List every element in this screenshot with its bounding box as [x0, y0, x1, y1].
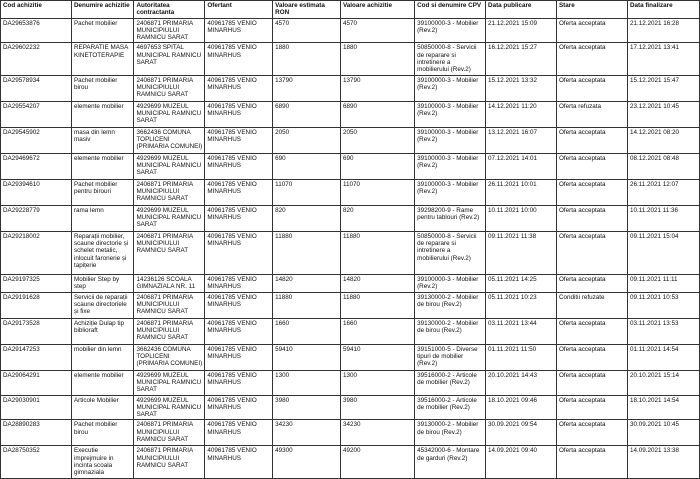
table-cell: DA29602232 [1, 43, 72, 75]
table-cell: 1880 [273, 43, 341, 75]
table-cell: Servicii de reparații scaune directoriele și fixe [71, 292, 133, 318]
table-cell: 14.09.2021 13:38 [627, 446, 699, 478]
table-cell: 34230 [273, 420, 341, 446]
table-cell: Oferta acceptata [556, 318, 627, 344]
table-row [1, 274, 700, 292]
table-body [1, 18, 700, 478]
table-cell: 05.11.2021 10:23 [486, 292, 557, 318]
table-cell: DA29578934 [1, 75, 72, 101]
table-cell: 11880 [273, 292, 341, 318]
table-cell: 03.11.2021 13:53 [627, 318, 699, 344]
table-cell: 40961785 VENIO MINARHUS [205, 420, 273, 446]
table-cell: 45342000-6 - Montare de garduri (Rev.2) [415, 446, 486, 478]
table-cell: DA29545902 [1, 127, 72, 153]
table-cell: Oferta acceptata [556, 395, 627, 420]
table-cell: 40961785 VENIO MINARHUS [205, 231, 273, 274]
table-cell: 1660 [273, 318, 341, 344]
table-row [1, 420, 700, 446]
table-cell: 4929699 MUZEUL MUNICIPAL RAMNICU SARAT [134, 205, 205, 231]
table-cell: 21.12.2021 16:28 [627, 18, 699, 43]
table-cell: 49200 [340, 446, 414, 478]
table-cell: 26.11.2021 10:01 [486, 179, 557, 205]
table-cell: 14.12.2021 08:20 [627, 127, 699, 153]
table-cell: Oferta acceptata [556, 370, 627, 395]
table-cell: 11070 [273, 179, 341, 205]
table-cell: 40961785 VENIO MINARHUS [205, 274, 273, 292]
table-cell: DA29218002 [1, 231, 72, 274]
table-cell: 39100000-3 - Mobilier (Rev.2) [415, 179, 486, 205]
table-cell: 2406871 PRIMARIA MUNICIPIULUI RAMNICU SARAT [134, 75, 205, 101]
table-row [1, 370, 700, 395]
table-cell: 4929699 MUZEUL MUNICIPAL RAMNICU SARAT [134, 370, 205, 395]
table-cell: Oferta acceptata [556, 231, 627, 274]
column-header: Cod si denumire CPV [415, 1, 486, 19]
table-cell: DA29173528 [1, 318, 72, 344]
header-row [1, 1, 700, 19]
table-row [1, 344, 700, 370]
column-header: Data finalizare [627, 1, 699, 19]
table-cell: 2406871 PRIMARIA MUNICIPIULUI RAMNICU SARAT [134, 18, 205, 43]
table-cell: elemente mobilier [71, 153, 133, 179]
table-cell: Pachet mobilier [71, 18, 133, 43]
table-cell: 2406871 PRIMARIA MUNICIPIULUI RAMNICU SARAT [134, 292, 205, 318]
table-cell: Oferta acceptata [556, 446, 627, 478]
table-cell: 820 [273, 205, 341, 231]
table-row [1, 395, 700, 420]
table-cell: Oferta acceptata [556, 75, 627, 101]
table-cell: 13790 [273, 75, 341, 101]
table-cell: Oferta acceptata [556, 43, 627, 75]
table-row [1, 292, 700, 318]
table-cell: 2050 [340, 127, 414, 153]
table-row [1, 231, 700, 274]
table-cell: 3662436 COMUNA TOPLICENI (PRIMARIA COMUNEI) [134, 344, 205, 370]
table-cell: 40961785 VENIO MINARHUS [205, 127, 273, 153]
table-cell: 39100000-3 - Mobilier (Rev.2) [415, 127, 486, 153]
table-cell: 4697653 SPITAL MUNICIPAL RAMNICU SARAT [134, 43, 205, 75]
table-cell: mobilier din lemn [71, 344, 133, 370]
table-cell: 20.10.2021 15:14 [627, 370, 699, 395]
column-header: Cod achizitie [1, 1, 72, 19]
column-header: Ofertant [205, 1, 273, 19]
table-cell: Oferta acceptata [556, 18, 627, 43]
table-cell: 40961785 VENIO MINARHUS [205, 370, 273, 395]
table-cell: 39298200-9 - Rame pentru tablouri (Rev.2) [415, 205, 486, 231]
table-cell: DA29469672 [1, 153, 72, 179]
table-cell: 2406871 PRIMARIA MUNICIPIULUI RAMNICU SARAT [134, 446, 205, 478]
table-cell: 14.12.2021 11:20 [486, 101, 557, 127]
table-cell: rama lemn [71, 205, 133, 231]
table-cell: 3980 [340, 395, 414, 420]
table-row [1, 179, 700, 205]
table-cell: 11070 [340, 179, 414, 205]
column-header: Stare [556, 1, 627, 19]
table-cell: 3662436 COMUNA TOPLICENI (PRIMARIA COMUNEI) [134, 127, 205, 153]
table-cell: 08.12.2021 08:48 [627, 153, 699, 179]
table-cell: 11880 [340, 231, 414, 274]
column-header: Autoritatea contractanta [134, 1, 205, 19]
table-cell: 39100000-3 - Mobilier (Rev.2) [415, 101, 486, 127]
table-cell: 09.11.2021 15:04 [627, 231, 699, 274]
table-cell: 40961785 VENIO MINARHUS [205, 43, 273, 75]
table-cell: 1660 [340, 318, 414, 344]
table-cell: 09.11.2021 11:11 [627, 274, 699, 292]
table-cell: 4570 [273, 18, 341, 43]
table-cell: 40961785 VENIO MINARHUS [205, 344, 273, 370]
table-cell: Oferta acceptata [556, 205, 627, 231]
column-header: Denumire achizitie [71, 1, 133, 19]
table-cell: 690 [273, 153, 341, 179]
table-cell: masa din lemn masiv [71, 127, 133, 153]
table-cell: 59410 [273, 344, 341, 370]
table-cell: DA29228779 [1, 205, 72, 231]
table-cell: 40961785 VENIO MINARHUS [205, 101, 273, 127]
table-cell: 23.12.2021 10:45 [627, 101, 699, 127]
table-cell: Articole Mobilier [71, 395, 133, 420]
table-cell: DA29197325 [1, 274, 72, 292]
table-cell: 40961785 VENIO MINARHUS [205, 179, 273, 205]
table-cell: 1300 [340, 370, 414, 395]
table-cell: DA29064291 [1, 370, 72, 395]
table-cell: Reparații mobilier, scaune directorie și schelet metalic, inlocuit faronerie și tapițerie [71, 231, 133, 274]
table-cell: Executie imprejmuire in incinta scoala gimnaziala [71, 446, 133, 478]
table-cell: 30.09.2021 09:54 [486, 420, 557, 446]
table-row [1, 43, 700, 75]
table-cell: 17.12.2021 13:41 [627, 43, 699, 75]
table-row [1, 446, 700, 478]
table-cell: 40961785 VENIO MINARHUS [205, 18, 273, 43]
table-cell: 40961785 VENIO MINARHUS [205, 395, 273, 420]
table-cell: 49300 [273, 446, 341, 478]
column-header: Valoare estimata RON [273, 1, 341, 19]
table-cell: 09.11.2021 11:38 [486, 231, 557, 274]
table-cell: Conditii refuzate [556, 292, 627, 318]
table-cell: 6890 [273, 101, 341, 127]
table-cell: Oferta acceptata [556, 344, 627, 370]
table-cell: 05.11.2021 14:25 [486, 274, 557, 292]
table-cell: Pachet mobilier birou [71, 75, 133, 101]
table-cell: Pachet mobilier birou [71, 420, 133, 446]
table-cell: 39130000-2 - Mobilier de birou (Rev.2) [415, 318, 486, 344]
table-cell: 07.12.2021 14:01 [486, 153, 557, 179]
table-cell: 13790 [340, 75, 414, 101]
table-cell: 6890 [340, 101, 414, 127]
table-cell: 10.11.2021 10:00 [486, 205, 557, 231]
table-cell: 39151000-5 - Diverse tipuri de mobilier (Rev.2) [415, 344, 486, 370]
table-cell: 03.11.2021 13:44 [486, 318, 557, 344]
table-cell: 3980 [273, 395, 341, 420]
table-cell: 39100000-3 - Mobilier (Rev.2) [415, 274, 486, 292]
table-cell: 01.11.2021 14:54 [627, 344, 699, 370]
table-cell: 39130000-2 - Mobilier de birou (Rev.2) [415, 292, 486, 318]
table-cell: 39516000-2 - Articole de mobilier (Rev.2) [415, 370, 486, 395]
table-cell: 50850000-8 - Servicii de reparare si intretinere a mobilierului (Rev.2) [415, 231, 486, 274]
table-cell: 14236126 SCOALA GIMNAZIALA NR. 11 [134, 274, 205, 292]
table-cell: 39100000-3 - Mobilier (Rev.2) [415, 18, 486, 43]
table-cell: Achiziție Dulap tip biblioraft [71, 318, 133, 344]
table-cell: 14820 [340, 274, 414, 292]
table-cell: 2406871 PRIMARIA MUNICIPIULUI RAMNICU SARAT [134, 420, 205, 446]
table-cell: 4929699 MUZEUL MUNICIPAL RAMNICU SARAT [134, 395, 205, 420]
table-cell: 30.09.2021 10:45 [627, 420, 699, 446]
table-row [1, 153, 700, 179]
table-cell: elemente mobilier [71, 101, 133, 127]
table-cell: 15.12.2021 15:47 [627, 75, 699, 101]
table-row [1, 318, 700, 344]
table-cell: 40961785 VENIO MINARHUS [205, 205, 273, 231]
table-cell: 39100000-3 - Mobilier (Rev.2) [415, 153, 486, 179]
column-header: Data publicare [486, 1, 557, 19]
table-cell: 50850000-8 - Servicii de reparare si intretinere a mobilierului (Rev.2) [415, 43, 486, 75]
table-row [1, 205, 700, 231]
table-cell: DA29394610 [1, 179, 72, 205]
table-cell: 09.11.2021 10:53 [627, 292, 699, 318]
table-row [1, 18, 700, 43]
table-cell: 18.10.2021 09:46 [486, 395, 557, 420]
table-cell: Pachet mobilier pentru birouri [71, 179, 133, 205]
table-cell: 21.12.2021 15:09 [486, 18, 557, 43]
table-cell: 1300 [273, 370, 341, 395]
table-row [1, 127, 700, 153]
table-cell: 4929699 MUZEUL MUNICIPAL RAMNICU SARAT [134, 153, 205, 179]
table-cell: 14820 [273, 274, 341, 292]
table-cell: 18.10.2021 14:54 [627, 395, 699, 420]
table-cell: 13.12.2021 16:07 [486, 127, 557, 153]
table-cell: 39100000-3 - Mobilier (Rev.2) [415, 75, 486, 101]
table-cell: Oferta acceptata [556, 274, 627, 292]
column-header: Valoare achizitie [340, 1, 414, 19]
table-cell: DA29191628 [1, 292, 72, 318]
table-cell: 2050 [273, 127, 341, 153]
table-cell: 40961785 VENIO MINARHUS [205, 318, 273, 344]
table-cell: 4929699 MUZEUL MUNICIPAL RAMNICU SARAT [134, 101, 205, 127]
table-cell: 2406871 PRIMARIA MUNICIPIULUI RAMNICU SARAT [134, 231, 205, 274]
table-cell: Oferta refuzata [556, 101, 627, 127]
table-cell: 59410 [340, 344, 414, 370]
table-cell: 1880 [340, 43, 414, 75]
table-cell: 26.11.2021 12:07 [627, 179, 699, 205]
table-cell: 40961785 VENIO MINARHUS [205, 153, 273, 179]
table-cell: 15.12.2021 13:32 [486, 75, 557, 101]
table-cell: 34230 [340, 420, 414, 446]
table-cell: REPARATIE MASA KINETOTERAPIE [71, 43, 133, 75]
table-cell: DA29030901 [1, 395, 72, 420]
table-cell: Oferta acceptata [556, 127, 627, 153]
table-cell: 40961785 VENIO MINARHUS [205, 75, 273, 101]
table-cell: 11880 [340, 292, 414, 318]
table-cell: Oferta acceptata [556, 179, 627, 205]
table-cell: 11880 [273, 231, 341, 274]
table-cell: DA28890283 [1, 420, 72, 446]
table-cell: DA29147253 [1, 344, 72, 370]
table-cell: 20.10.2021 14:43 [486, 370, 557, 395]
table-cell: elemente mobilier [71, 370, 133, 395]
table-header [1, 1, 700, 19]
table-cell: 10.11.2021 11:36 [627, 205, 699, 231]
table-cell: Oferta acceptata [556, 153, 627, 179]
table-row [1, 101, 700, 127]
table-cell: DA29554207 [1, 101, 72, 127]
table-cell: 690 [340, 153, 414, 179]
table-cell: DA29653876 [1, 18, 72, 43]
table-cell: DA28750352 [1, 446, 72, 478]
table-cell: 40961785 VENIO MINARHUS [205, 446, 273, 478]
table-cell: 14.09.2021 09:40 [486, 446, 557, 478]
table-cell: 39130000-2 - Mobilier de birou (Rev.2) [415, 420, 486, 446]
table-cell: 2406871 PRIMARIA MUNICIPIULUI RAMNICU SARAT [134, 318, 205, 344]
table-cell: Mobilier Step by step [71, 274, 133, 292]
table-row [1, 75, 700, 101]
table-cell: 01.11.2021 11:50 [486, 344, 557, 370]
table-cell: 820 [340, 205, 414, 231]
table-cell: 2406871 PRIMARIA MUNICIPIULUI RAMNICU SARAT [134, 179, 205, 205]
table-cell: 4570 [340, 18, 414, 43]
table-cell: 40961785 VENIO MINARHUS [205, 292, 273, 318]
table-cell: 39516000-2 - Articole de mobilier (Rev.2) [415, 395, 486, 420]
table-cell: Oferta acceptata [556, 420, 627, 446]
table-cell: 16.12.2021 15:27 [486, 43, 557, 75]
